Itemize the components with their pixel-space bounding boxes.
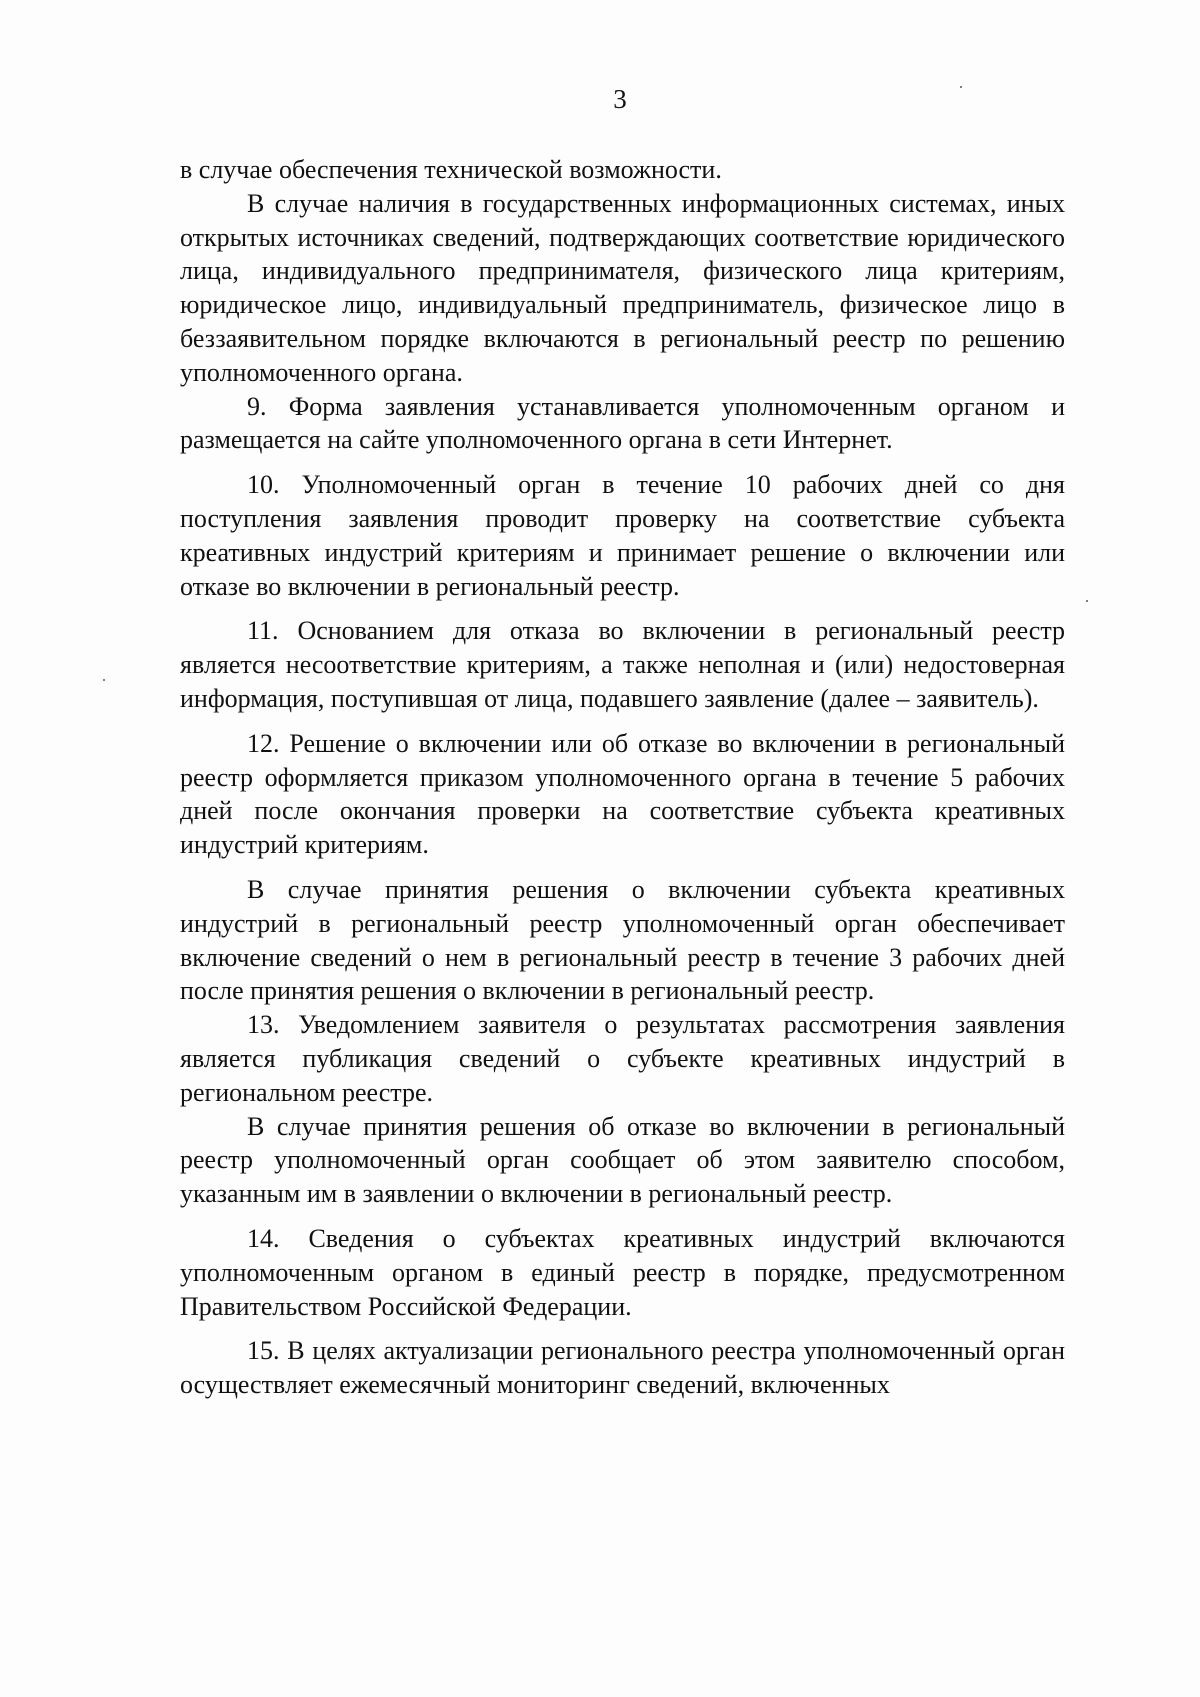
paragraph: в случае обеспечения технической возможности. [180,155,722,184]
scan-speck [1086,600,1088,602]
paragraph: В случае принятия решения об отказе во включении в региональный реестр уполномоченный орган сообщает об этом заявителю способом, указанным им в заявлении о включении в региональный реестр. [180,1111,1065,1209]
paragraph: В случае принятия решения о включении субъекта креативных индустрий в региональный реестр уполномоченный орган обеспечивает включение сведений о нем в региональный реестр в течение 3 рабочих дней после принятия решения о включении в региональный реестр. [180,874,1065,1006]
scan-speck [960,86,962,88]
page-number: 3 [613,84,627,114]
paragraph: 10. Уполномоченный орган в течение 10 рабочих дней со дня поступления заявления проводит проверку на соответствие субъекта креативных индустрий критериям и принимает решение о включении или отказе во включении в региональный реестр. [180,470,1065,601]
paragraph: 13. Уведомлением заявителя о результатах рассмотрения заявления является публикация сведений о субъекте креативных индустрий в региональном реестре. [180,1010,1065,1107]
paragraph: 14. Сведения о субъектах креативных индустрий включаются уполномоченным органом в единый реестр в порядке, предусмотренном Правительством Российской Федерации. [180,1223,1065,1321]
paragraph: 11. Основанием для отказа во включении в региональный реестр является несоответствие критериям, а также неполная и (или) недостоверная информация, поступившая от лица, подавшего заявление (далее – заявитель). [180,616,1065,713]
document-body [180,153,1065,1402]
paragraph: 9. Форма заявления устанавливается уполномоченным органом и размещается на сайте уполномоченного органа в сети Интернет. [180,391,1065,455]
paragraph: В случае наличия в государственных информационных системах, иных открытых источниках сведений, подтверждающих соответствие юридического лица, индивидуального предпринимателя, физического лица критериям, юридическое лицо, индивидуальный предприниматель, физическое лицо в беззаявительном порядке включаются в региональный реестр по решению уполномоченного органа. [180,188,1065,387]
paragraph: 15. В целях актуализации регионального реестра уполномоченный орган осуществляет ежемесячный мониторинг сведений, включенных [180,1336,1065,1400]
paragraph: 12. Решение о включении или об отказе во включении в региональный реестр оформляется приказом уполномоченного органа в течение 5 рабочих дней после окончания проверки на соответствие субъекта креативных индустрий критериям. [180,728,1065,860]
scan-speck [103,679,105,681]
